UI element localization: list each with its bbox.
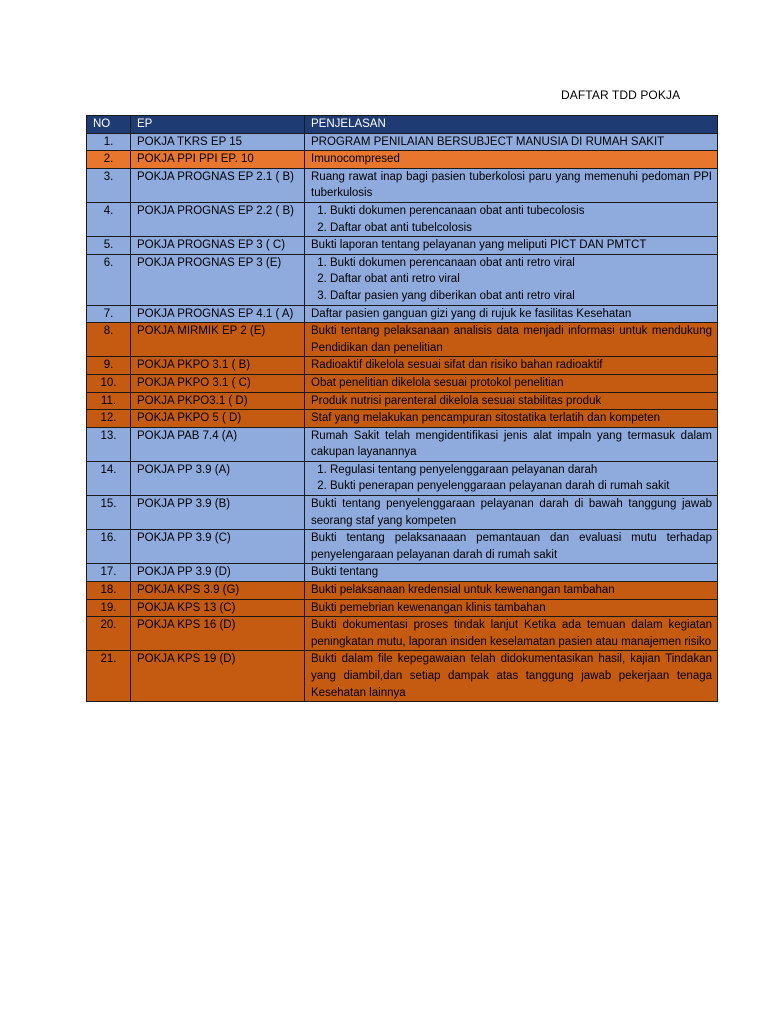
row-number: 6. [87,254,131,305]
penjelasan-list-item: 2. Daftar obat anti tubelcolosis [330,220,712,237]
penjelasan-list-item: 1. Bukti dokumen perencanaan obat anti tubecolosis [330,203,712,220]
row-ep: POKJA KPS 13 (C) [131,599,305,617]
table-row [87,237,718,255]
penjelasan-list [311,462,712,495]
row-penjelasan: Obat penelitian dikelola sesuai protokol penelitian [305,374,718,392]
row-penjelasan: Ruang rawat inap bagi pasien tuberkolosi paru yang memenuhi pedoman PPI tuberkulosis [305,168,718,202]
row-ep: POKJA PP 3.9 (B) [131,496,305,530]
row-ep: POKJA PKPO 3.1 ( C) [131,374,305,392]
table-row [87,151,718,169]
table-row [87,651,718,702]
row-number: 14. [87,461,131,495]
row-penjelasan: Daftar pasien ganguan gizi yang di rujuk ke fasilitas Kesehatan [305,305,718,323]
row-ep: POKJA PROGNAS EP 2.2 ( B) [131,202,305,236]
row-penjelasan: Bukti pelaksanaan kredensial untuk kewenangan tambahan [305,582,718,600]
row-ep: POKJA PKPO3.1 ( D) [131,392,305,410]
row-penjelasan: Bukti tentang pelaksanaan analisis data menjadi informasi untuk mendukung Pendidikan dan penelitian [305,323,718,357]
penjelasan-list-item: 2. Daftar obat anti retro viral [330,271,712,288]
row-penjelasan: Imunocompresed [305,151,718,169]
table-row [87,392,718,410]
row-ep: POKJA MIRMIK EP 2 (E) [131,323,305,357]
row-number: 19. [87,599,131,617]
row-number: 1. [87,133,131,151]
penjelasan-list-item: 2. Bukti penerapan penyelenggaraan pelayanan darah di rumah sakit [330,478,712,495]
table-row [87,374,718,392]
penjelasan-list-item: 3. Daftar pasien yang diberikan obat anti retro viral [330,288,712,305]
penjelasan-list-item: 1. Regulasi tentang penyelenggaraan pelayanan darah [330,462,712,479]
row-ep: POKJA PP 3.9 (C) [131,530,305,564]
table-row [87,305,718,323]
table-row [87,461,718,495]
row-penjelasan: Bukti pemebrian kewenangan klinis tambahan [305,599,718,617]
row-ep: POKJA KPS 19 (D) [131,651,305,702]
table-header-row [87,116,718,134]
row-ep: POKJA PKPO 5 ( D) [131,410,305,428]
table-row [87,582,718,600]
row-number: 11. [87,392,131,410]
row-ep: POKJA PROGNAS EP 3 (E) [131,254,305,305]
row-ep: POKJA PP 3.9 (A) [131,461,305,495]
row-ep: POKJA PROGNAS EP 4.1 ( A) [131,305,305,323]
header-penjelasan: PENJELASAN [305,116,718,134]
row-number: 20. [87,617,131,651]
row-ep: POKJA KPS 16 (D) [131,617,305,651]
table-row [87,133,718,151]
row-penjelasan: Rumah Sakit telah mengidentifikasi jenis alat impaln yang termasuk dalam cakupan layanannya [305,427,718,461]
row-number: 21. [87,651,131,702]
row-penjelasan: Bukti dalam file kepegawaian telah didokumentasikan hasil, kajian Tindakan yang diambil,dan setiap dampak atas tanggung jawab pekerjaan tenaga Kesehatan lainnya [305,651,718,702]
row-penjelasan: Bukti tentang [305,564,718,582]
row-number: 5. [87,237,131,255]
row-penjelasan [305,461,718,495]
row-number: 2. [87,151,131,169]
table-row [87,564,718,582]
document-title: DAFTAR TDD POKJA [561,88,681,102]
row-penjelasan: Bukti dokumentasi proses tindak lanjut Ketika ada temuan dalam kegiatan peningkatan mutu, laporan insiden keselamatan pasien atau manajemen risiko [305,617,718,651]
row-number: 16. [87,530,131,564]
row-ep: POKJA TKRS EP 15 [131,133,305,151]
penjelasan-list-item: 1. Bukti dokumen perencanaan obat anti retro viral [330,255,712,272]
header-ep: EP [131,116,305,134]
header-no: NO [87,116,131,134]
table-row [87,530,718,564]
row-number: 15. [87,496,131,530]
table-body [87,133,718,702]
row-penjelasan [305,202,718,236]
row-penjelasan: Bukti laporan tentang pelayanan yang meliputi PICT DAN PMTCT [305,237,718,255]
table-row [87,410,718,428]
row-number: 7. [87,305,131,323]
row-ep: POKJA PAB 7.4 (A) [131,427,305,461]
row-penjelasan: PROGRAM PENILAIAN BERSUBJECT MANUSIA DI RUMAH SAKIT [305,133,718,151]
table-row [87,617,718,651]
row-ep: POKJA PROGNAS EP 2.1 ( B) [131,168,305,202]
row-number: 8. [87,323,131,357]
row-number: 9. [87,357,131,375]
penjelasan-list [311,203,712,236]
row-number: 13. [87,427,131,461]
row-penjelasan: Radioaktif dikelola sesuai sifat dan risiko bahan radioaktif [305,357,718,375]
row-ep: POKJA PPI PPI EP. 10 [131,151,305,169]
row-number: 10. [87,374,131,392]
row-penjelasan: Bukti tentang penyelenggaraan pelayanan darah di bawah tanggung jawab seorang staf yang kompeten [305,496,718,530]
row-ep: POKJA PROGNAS EP 3 ( C) [131,237,305,255]
table-row [87,202,718,236]
pokja-table [86,115,718,702]
table-row [87,357,718,375]
row-number: 12. [87,410,131,428]
table-row [87,599,718,617]
penjelasan-list [311,255,712,305]
table-row [87,323,718,357]
table-row [87,496,718,530]
row-penjelasan: Bukti tentang pelaksanaaan pemantauan dan evaluasi mutu terhadap penyelengaraan pelayanan darah di rumah sakit [305,530,718,564]
row-penjelasan: Produk nutrisi parenteral dikelola sesuai stabilitas produk [305,392,718,410]
row-penjelasan [305,254,718,305]
row-ep: POKJA PKPO 3.1 ( B) [131,357,305,375]
row-number: 4. [87,202,131,236]
row-ep: POKJA PP 3.9 (D) [131,564,305,582]
table-row [87,427,718,461]
row-number: 3. [87,168,131,202]
row-number: 17. [87,564,131,582]
row-number: 18. [87,582,131,600]
table-row [87,254,718,305]
row-ep: POKJA KPS 3.9 (G) [131,582,305,600]
row-penjelasan: Staf yang melakukan pencampuran sitostatika terlatih dan kompeten [305,410,718,428]
table-row [87,168,718,202]
